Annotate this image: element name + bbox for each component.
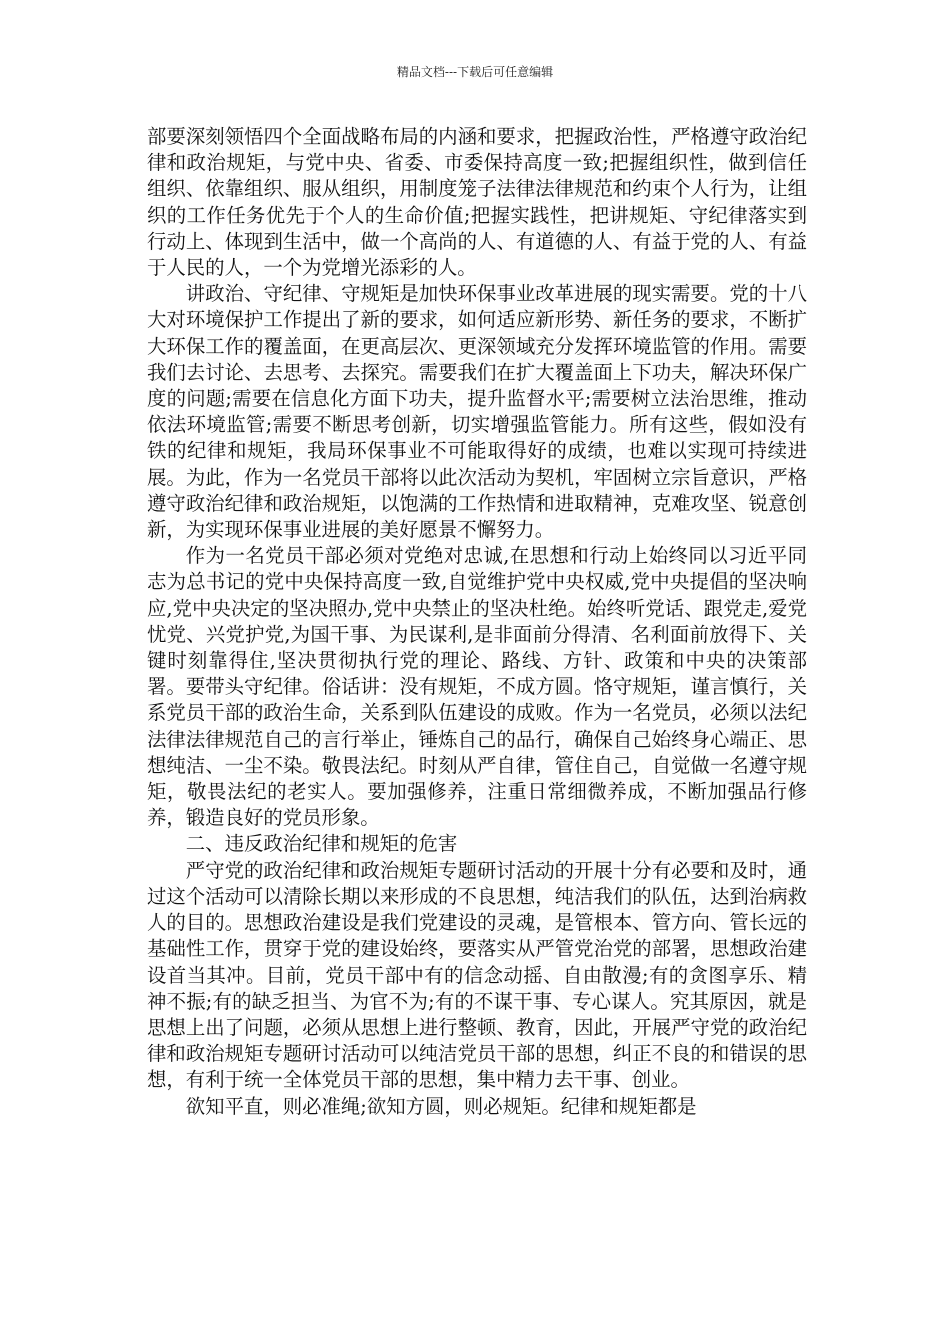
paragraph-2: 讲政治、守纪律、守规矩是加快环保事业改革进展的现实需要。党的十八大对环境保护工作提出了新的要求，如何适应新形势、新任务的要求，不断扩大环保工作的覆盖面，在更高层次、更深领域充分发挥环境监管的作用。需要我们去讨论、去思考、去探究。需要我们在扩大覆盖面上下功夫，解决环保广度的问题;需要在信息化方面下功夫，提升监督水平;需要树立法治思维，推动依法环境监管;需要不断思考创新，切实增强监管能力。所有这些，假如没有铁的纪律和规矩，我局环保事业不可能取得好的成绩，也难以实现可持续进展。为此，作为一名党员干部将以此次活动为契机，牢固树立宗旨意识，严格遵守政治纪律和政治规矩，以饱满的工作热情和进取精神，克难攻坚、锐意创新，为实现环保事业进展的美好愿景不懈努力。 [147, 282, 807, 542]
paragraph-1: 部要深刻领悟四个全面战略布局的内涵和要求，把握政治性，严格遵守政治纪律和政治规矩，与党中央、省委、市委保持高度一致;把握组织性，做到信任组织、依靠组织、服从组织，用制度笼子法律法律规范和约束个人行为，让组织的工作任务优先于个人的生命价值;把握实践性，把讲规矩、守纪律落实到行动上、体现到生活中，做一个高尚的人、有道德的人、有益于党的人、有益于人民的人，一个为党增光添彩的人。 [147, 125, 807, 280]
section-heading: 二、违反政治纪律和规矩的危害 [185, 832, 458, 856]
paragraph-5: 欲知平直，则必准绳;欲知方圆，则必规矩。纪律和规矩都是 [185, 1094, 697, 1118]
document-body [147, 124, 807, 1120]
page-header: 精品文档---下载后可任意编辑 [396, 65, 554, 79]
paragraph-4: 严守党的政治纪律和政治规矩专题研讨活动的开展十分有必要和及时，通过这个活动可以清除长期以来形成的不良思想，纯洁我们的队伍，达到治病救人的目的。思想政治建设是我们党建设的灵魂，是管根本、管方向、管长远的基础性工作，贯穿于党的建设始终，要落实从严管党治党的部署，思想政治建设首当其冲。目前，党员干部中有的信念动摇、自由散漫;有的贪图享乐、精神不振;有的缺乏担当、为官不为;有的不谋干事、专心谋人。究其原因，就是思想上出了问题，必须从思想上进行整顿、教育，因此，开展严守党的政治纪律和政治规矩专题研讨活动可以纯洁党员干部的思想，纠正不良的和错误的思想，有利于统一全体党员干部的思想，集中精力去干事、创业。 [147, 858, 807, 1092]
paragraph-3: 作为一名党员干部必须对党绝对忠诚,在思想和行动上始终同以习近平同志为总书记的党中央保持高度一致,自觉维护党中央权威,党中央提倡的坚决响应,党中央决定的坚决照办,党中央禁止的坚决杜绝。始终听党话、跟党走,爱党忧党、兴党护党,为国干事、为民谋利,是非面前分得清、名利面前放得下、关键时刻靠得住,坚决贯彻执行党的理论、路线、方针、政策和中央的决策部署。要带头守纪律。俗话讲：没有规矩，不成方圆。恪守规矩，谨言慎行，关系党员干部的政治生命，关系到队伍建设的成败。作为一名党员，必须以法纪法律法律规范自己的言行举止，锤炼自己的品行，确保自己始终身心端正、思想纯洁、一尘不染。敬畏法纪。时刻从严自律，管住自己，自觉做一名遵守规矩，敬畏法纪的老实人。要加强修养，注重日常细微养成，不断加强品行修养，锻造良好的党员形象。 [147, 544, 807, 830]
